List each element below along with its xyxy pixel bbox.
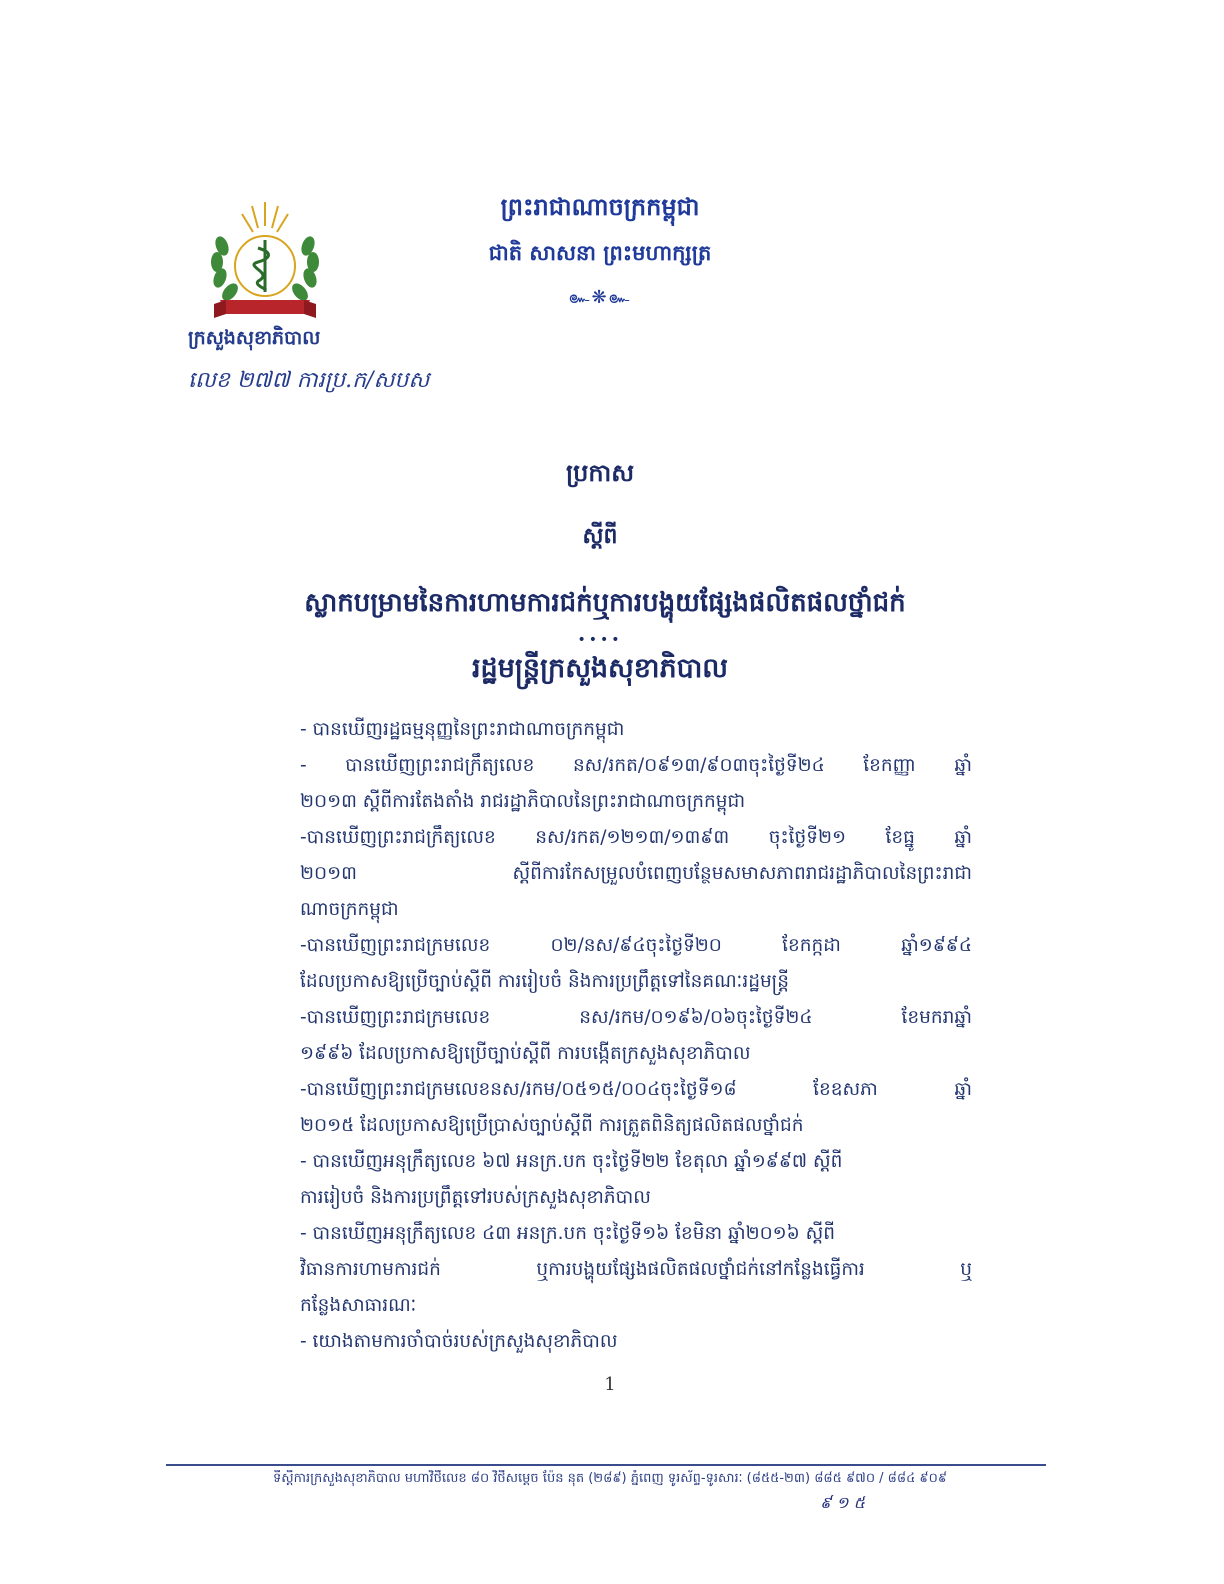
announcement-title: ប្រកាស [565,459,635,487]
body-line: - បានឃើញព្រះរាជក្រឹត្យលេខ នស/រកត/០៩១៣/៩០៣ចុះថ្ងៃទី២៤ ខែកញ្ញា ឆ្នាំ [300,755,972,776]
about-label: ស្តីពី [582,524,618,549]
minister-title: រដ្ឋមន្ត្រីក្រសួងសុខាភិបាល [471,653,729,684]
body-line: ២០១៣ ស្តីពីការកែសម្រួលបំពេញបន្ថែមសមាសភាពរាជរដ្ឋាភិបាលនៃព្រះរាជា [300,863,972,884]
body-line: - បានឃើញអនុក្រឹត្យលេខ ៦៧ អនក្រ.បក ចុះថ្ងៃទី២២ ខែតុលា ឆ្នាំ១៩៩៧ ស្តីពី [300,1151,843,1172]
body-line: -បានឃើញព្រះរាជក្រមលេខនស/រកម/០៥១៥/០០៤ចុះថ្ងៃទី១៨ ខែឧសភា ឆ្នាំ [300,1079,972,1100]
body-line: - បានឃើញរដ្ឋធម្មនុញ្ញនៃព្រះរាជាណាចក្រកម្ពុជា [300,719,625,740]
body-line: ដែលប្រកាសឱ្យប្រើច្បាប់ស្តីពី ការរៀបចំ និងការប្រព្រឹត្តទៅនៃគណៈរដ្ឋមន្ត្រី [300,971,789,992]
page-number: 1 [604,1374,616,1395]
body-text [300,712,972,1360]
document-number: លេខ ២៧៧ ការប្រ.ក/សបស [188,368,430,393]
dots-divider: •••• [577,632,623,648]
body-line: ២០១៣ ស្តីពីការតែងតាំង រាជរដ្ឋាភិបាលនៃព្រះរាជាណាចក្រកម្ពុជា [300,791,746,812]
body-line: - យោងតាមការចាំបាច់របស់ក្រសួងសុខាភិបាល [300,1331,618,1352]
body-line: ១៩៩៦ ដែលប្រកាសឱ្យប្រើច្បាប់ស្តីពី ការបង្កើតក្រសួងសុខាភិបាល [300,1043,751,1064]
kingdom-heading: ព្រះរាជាណាចក្រកម្ពុជា [500,193,700,221]
ministry-emblem-icon [200,196,330,326]
footer-divider [166,1464,1046,1466]
body-line: ២០១៥ ដែលប្រកាសឱ្យប្រើប្រាស់ច្បាប់ស្តីពី ការត្រួតពិនិត្យផលិតផលថ្នាំជក់ [300,1115,804,1136]
handwritten-initials: ៩ ១ ៥ [820,1493,865,1512]
body-line: -បានឃើញព្រះរាជក្រមលេខ ០២/នស/៩៤ចុះថ្ងៃទី២០ ខែកក្កដា ឆ្នាំ១៩៩៤ [300,935,972,956]
body-line: -បានឃើញព្រះរាជក្រមលេខ នស/រកម/០១៩៦/០៦ចុះថ្ងៃទី២៤ ខែមករាឆ្នាំ [300,1007,972,1028]
body-line: ការរៀបចំ និងការប្រព្រឹត្តទៅរបស់ក្រសួងសុខាភិបាល [300,1187,651,1208]
body-line: -បានឃើញព្រះរាជក្រឹត្យលេខ នស/រកត/១២១៣/១៣៩៣ ចុះថ្ងៃទី២១ ខែធ្នូ ឆ្នាំ [300,827,972,848]
body-line: - បានឃើញអនុក្រឹត្យលេខ ៤៣ អនក្រ.បក ចុះថ្ងៃទី១៦ ខែមិនា ឆ្នាំ២០១៦ ស្តីពី [300,1223,836,1244]
body-line: វិធានការហាមការជក់ ឬការបង្ហុយផ្សែងផលិតផលថ្នាំជក់នៅកន្លែងធ្វើការ ឬ [300,1259,972,1280]
subject-title: ស្លាកបម្រាមនៃការហាមការជក់ឬការបង្ហុយផ្សែងផលិតផលថ្នាំជក់ [304,588,906,618]
body-line: ណាចក្រកម្ពុជា [300,899,399,920]
national-motto: ជាតិ សាសនា ព្រះមហាក្សត្រ [488,241,712,265]
body-line: កន្លែងសាធារណៈ [300,1295,417,1316]
ornament-divider: ๛❋๛ [568,287,632,308]
ministry-name: ក្រសួងសុខាភិបាល [188,327,321,349]
footer-address: ទីស្តីការក្រសួងសុខាភិបាល មហាវិថីលេខ ៨០ វិថីសម្តេច ប៉ែន នុត (២៨៩) ភ្នំពេញ ទូរស័ព្ទ-ទូរសារៈ (៨៥៥-២៣) ៨៨៥ ៩៧០ / ៨៨៤ ៩០៩ [272,1471,948,1486]
